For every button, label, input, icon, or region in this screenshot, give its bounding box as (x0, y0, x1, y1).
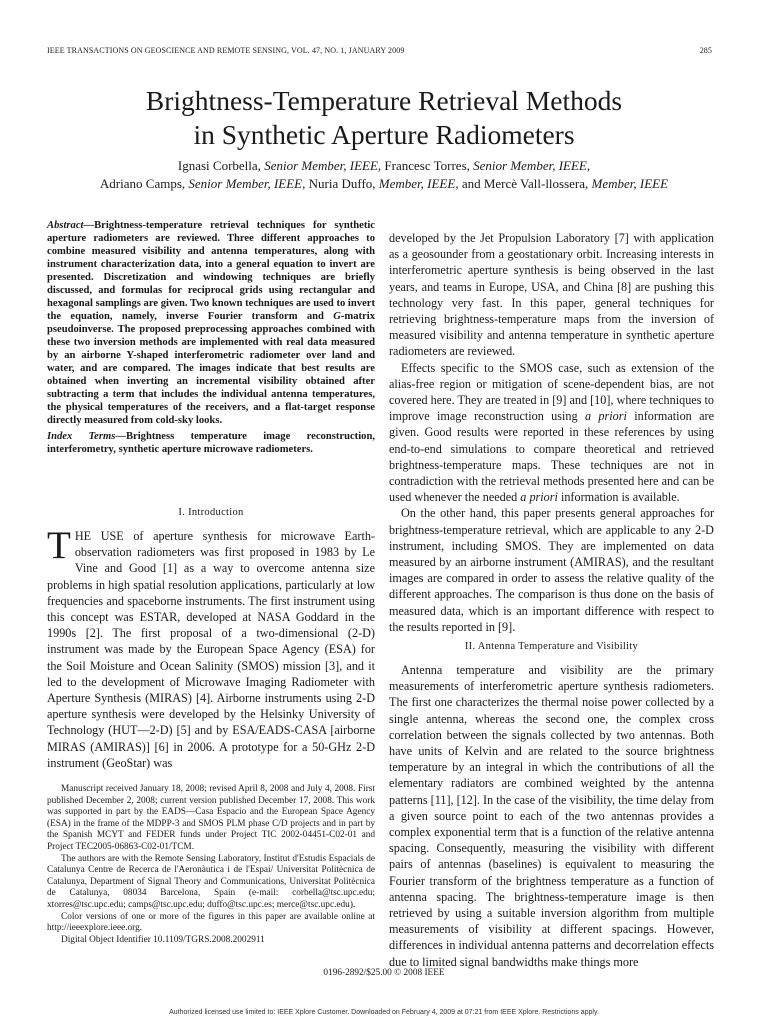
text-run: information are given. Good results were reported in these references by using end-to-end simulations to compare theoretical and retrieved brightness-temperature maps. These techniques are not in contradiction with the retrieval methods presented here and can be used whenever the needed (389, 409, 714, 505)
author-membership: Member, IEEE (378, 176, 456, 191)
section-heading-antenna-temperature: II. Antenna Temperature and Visibility (464, 641, 639, 652)
paragraph (389, 360, 714, 506)
footnote-color-note: Color versions of one or more of the figures in this paper are available online at http://ieeexplore.ieee.org. (47, 911, 375, 934)
abstract (47, 219, 375, 427)
paragraph: On the other hand, this paper presents general approaches for brightness-temperature retrieval, which are applicable to any 2-D instrument, including SMOS. They are implemented on data measured by an airborne instrument (AMIRAS), and the resultant images are compared in order to assess the relative quality of the different approaches. The comparison is thus done on the basis of measured data, which is an important difference with respect to the results reported in [9]. (389, 506, 714, 634)
license-notice: Authorized licensed use limited to: IEEE Xplore Customer. Downloaded on February 4, 2009 at 07:21 from IEEE Xplore. Restrictions apply. (169, 1009, 599, 1016)
index-terms (47, 430, 375, 456)
abstract-dash: — (83, 220, 95, 231)
journal-citation: IEEE TRANSACTIONS ON GEOSCIENCE AND REMOTE SENSING, VOL. 47, NO. 1, JANUARY 2009 (47, 46, 405, 55)
footnote-manuscript: Manuscript received January 18, 2008; revised April 8, 2008 and July 4, 2008. First published December 2, 2008; current version published December 17, 2008. This work was supported in part by the EADS—Casa Espacio and the European Space Agency (ESA) in the frame of the MDPP-3 and SMOS PLM phase C/D projects and in part by the Spanish MCYT and FEDER funds under Project TIC 2002-04451-C02-01 and Project TEC2005-06863-C02-01/TCM. (47, 784, 375, 852)
author-name: Ignasi Corbella, (177, 158, 261, 173)
footnote-doi: Digital Object Identifier 10.1109/TGRS.2008.2002911 (61, 934, 265, 945)
footnote-affiliation: The authors are with the Remote Sensing Laboratory, Institut d'Estudis Espacials de Catalunya Centre de Recerca de l'Aeronàutica i de l'Espai/ Universitat Politècnica de Catalunya, Department of Signal Theory and Communications, Universitat Politècnica de Catalunya, 08034 Barcelona, Spain (e-mail: corbella@tsc.upc.edu; xtorres@tsc.upc.edu; camps@tsc.upc.edu; duffo@tsc.upc.es; merce@tsc.upc.edu). (47, 853, 375, 910)
introduction-text (47, 524, 375, 771)
italic-term: a priori (584, 409, 627, 424)
italic-term: a priori (520, 490, 558, 505)
author-list (0, 157, 768, 193)
right-column-bottom (389, 662, 714, 970)
index-terms-dash: — (115, 431, 126, 442)
author-line-2 (0, 175, 768, 193)
drop-cap: T (47, 524, 71, 567)
author-membership: Senior Member, IEEE (188, 176, 303, 191)
footnote (47, 784, 375, 946)
index-terms-label: Index Terms (47, 431, 116, 442)
author-line-1 (0, 157, 768, 175)
paragraph: Antenna temperature and visibility are the primary measurements of interferometric aperture synthesis radiometers. The first one characterizes the thermal noise power collected by a single antenna, whereas the second one, the complex cross correlation between the signals collected by two antennas. Both have units of Kelvin and are related to the source brightness temperature by an integral in which the contributions of all the elementary radiators are combined weighted by the antenna patterns [11], [12]. In the case of the visibility, the time delay from a given source point to each of the two antennas provides a complex exponential term that is a function of the relative antenna spacing. Consequently, measuring the visibility with different pairs of antennas (baselines) is equivalent to measuring the Fourier transform of the brightness temperature as a function of antenna spacing. The brightness-temperature image is then retrieved by using a suitable inversion algorithm from multiple measurements of visibility at different spacings. However, differences in individual antenna patterns and decorrelation effects due to limited signal bandwidths make things more (389, 663, 714, 969)
author-name: Adriano Camps, (99, 176, 186, 191)
index-terms-text: Brightness temperature image reconstruction, interferometry, synthetic aperture microwave radiometers. (47, 431, 375, 455)
copyright-line: 0196-2892/$25.00 © 2008 IEEE (323, 968, 445, 978)
text-run: information is available. (560, 490, 680, 505)
running-head (47, 46, 712, 58)
author-separator: , (586, 158, 591, 173)
abstract-label: Abstract (47, 220, 84, 231)
title-line-1: Brightness-Temperature Retrieval Methods (145, 85, 623, 116)
paper-title (0, 84, 768, 152)
author-membership: Senior Member, IEEE (473, 158, 587, 173)
intro-paragraph: of aperture synthesis for microwave Earth-observation radiometers was first proposed in 1983 by Le Vine and Good [1] as a way to overcome antenna size problems in high spatial resolution applications, particularly at low frequencies and spaceborne instruments. The first instrument using this concept was ESTAR, developed at NASA Goddard in the 1990s [2]. The first proposal of a two-dimensional (2-D) instrument was made by the European Space Agency (ESA) for the Soil Moisture and Ocean Salinity (SMOS) mission [3], and it led to the development of Microwave Imaging Radiometer with Aperture Synthesis (MIRAS) [4]. Airborne instruments using 2-D aperture synthesis were developed by the Helsinky University of Technology (HUT—2-D) [5] and by ESA/EADS-CASA [airborne MIRAS (AMIRAS)] [6] in 2006. A prototype for a 50-GHz 2-D instrument (GeoStar) was (47, 529, 375, 770)
author-name: , Francesc Torres, (377, 158, 470, 173)
author-name: , and Mercè Vall-llossera, (455, 176, 589, 191)
page-number: 285 (699, 46, 712, 55)
paragraph: developed by the Jet Propulsion Laboratory [7] with application as a geosounder from a geostationary orbit. Increasing interests in interferometric aperture synthesis is being observed in the last years, and teams in Europe, USA, and China [8] are pushing this technology very fast. In this paper, general techniques for retrieving brightness-temperature maps from the inversion of measured visibility and antenna temperature in synthetic aperture radiometers are reviewed. (389, 231, 714, 359)
abstract-text: Brightness-temperature retrieval techniques for synthetic aperture radiometers are reviewed. Three different approaches to combine measured visibility and antenna temperatures, along with instrument characterization data, into a general equation to invert are presented. Discretization and windowing techniques are briefly discussed, and formulas for reciprocal grids using rectangular and hexagonal samplings are given. Two known techniques are used to invert the equation, namely, inverse Fourier transform and (47, 220, 375, 322)
author-name: , Nuria Duffo, (302, 176, 376, 191)
author-membership: Senior Member, IEEE (264, 158, 378, 173)
section-heading-introduction: I. Introduction (178, 507, 244, 518)
text-run: Effects specific to the SMOS case, such as extension of the alias-free region or mitigation of scene-dependent bias, are not covered here. They are treated in [9] and [10], where techniques to improve image reconstruction using (389, 360, 714, 424)
right-column-top (389, 230, 714, 635)
abstract-text: -matrix pseudoinverse. The proposed preprocessing approaches combined with these two inversion methods are implemented with real data measured by an airborne Y-shaped interferometric radiometer over land and water, and are compared. The images indicate that best results are obtained when inverting an incremental visibility obtained after subtracting a term that includes the individual antenna temperatures, the physical temperatures of the receivers, and a flat-target response directly measured from cold-sky looks. (47, 311, 375, 426)
abstract-g-symbol: G (333, 311, 341, 322)
intro-lead-words: HE USE (74, 529, 124, 543)
author-membership: Member, IEEE (591, 176, 669, 191)
title-line-2: in Synthetic Aperture Radiometers (193, 119, 575, 150)
